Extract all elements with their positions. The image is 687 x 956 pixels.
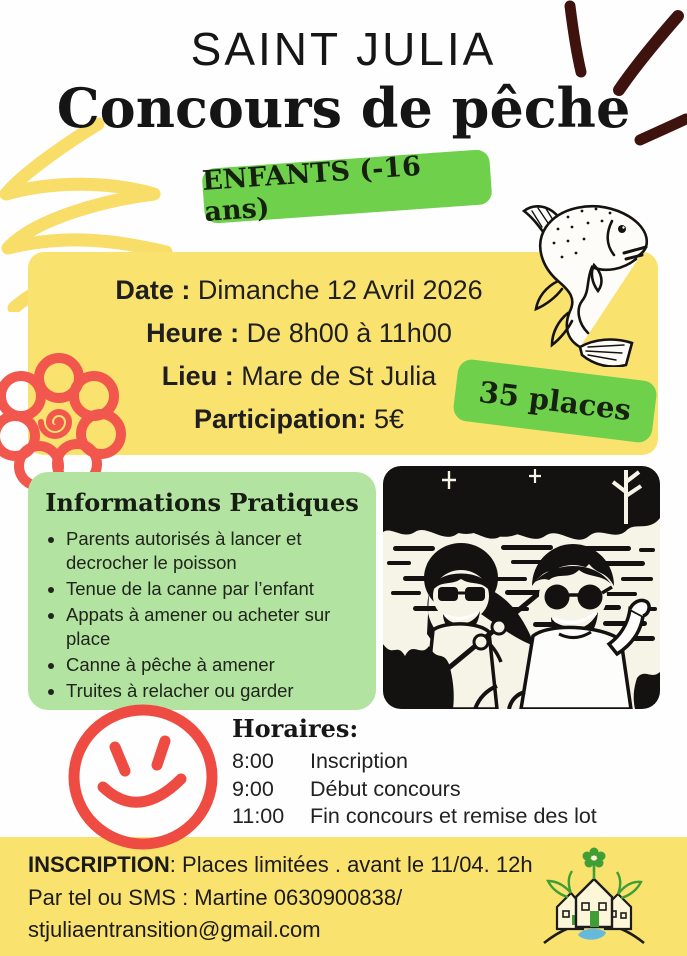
info-item: • Parents autorisés à lancer et decrocher le poisson	[66, 527, 368, 575]
svg-text:M.: M.	[639, 693, 657, 708]
info-item: • Canne à pêche à amener	[66, 653, 368, 677]
inscription-line1	[28, 849, 568, 882]
trout-fish-illustration	[498, 195, 664, 367]
practical-info-card	[28, 472, 376, 710]
lieu-value: Mare de St Julia	[241, 361, 437, 391]
info-item: • Truites à relacher ou garder	[66, 679, 368, 703]
kids-fishing-illustration	[383, 466, 660, 709]
schedule-event: Inscription	[310, 749, 408, 773]
detail-row-heure	[28, 312, 570, 355]
schedule-event: Début concours	[310, 776, 461, 801]
age-badge-label: ENFANTS (-16 ans)	[201, 150, 422, 228]
info-item: • Tenue de la canne par l’enfant	[66, 577, 368, 601]
detail-row-date	[28, 269, 570, 312]
page-title: Concours de pêche	[56, 76, 631, 140]
date-value: Dimanche 12 Avril 2026	[197, 275, 483, 305]
inscription-email: stjuliaentransition@gmail.com	[28, 917, 321, 942]
inscription-deadline: : Places limitées . avant le 11/04. 12h	[169, 852, 533, 877]
location-title: SAINT JULIA	[190, 23, 497, 75]
schedule-title: Horaires:	[232, 714, 359, 743]
participation-label: Participation:	[193, 404, 367, 434]
participation-value: 5€	[374, 404, 405, 434]
lieu-label: Lieu :	[161, 361, 234, 391]
places-badge-label: 35 places	[476, 374, 633, 428]
heure-value: De 8h00 à 11h00	[246, 318, 452, 348]
schedule-event: Fin concours et remise des lot	[310, 804, 597, 828]
practical-info-title: Informations Pratiques	[45, 488, 359, 517]
heure-label: Heure :	[146, 318, 240, 348]
schedule-time: 8:00	[232, 749, 274, 773]
schedule-time: 9:00	[232, 776, 274, 801]
schedule-time: 11:00	[232, 804, 285, 828]
age-badge	[201, 149, 492, 228]
inscription-info	[28, 849, 568, 947]
info-item: • Appats à amener ou acheter sur place	[66, 603, 368, 651]
smiley-doodle-icon	[55, 701, 233, 851]
footer-banner	[0, 837, 687, 956]
inscription-line2: Par tel ou SMS : Martine 0630900838/	[28, 884, 403, 910]
inscription-label: INSCRIPTION	[28, 852, 170, 877]
schedule-table	[232, 748, 662, 831]
schedule-section	[232, 714, 662, 831]
transition-house-logo	[538, 845, 650, 949]
practical-info-list	[28, 527, 376, 703]
date-label: Date :	[115, 275, 191, 305]
